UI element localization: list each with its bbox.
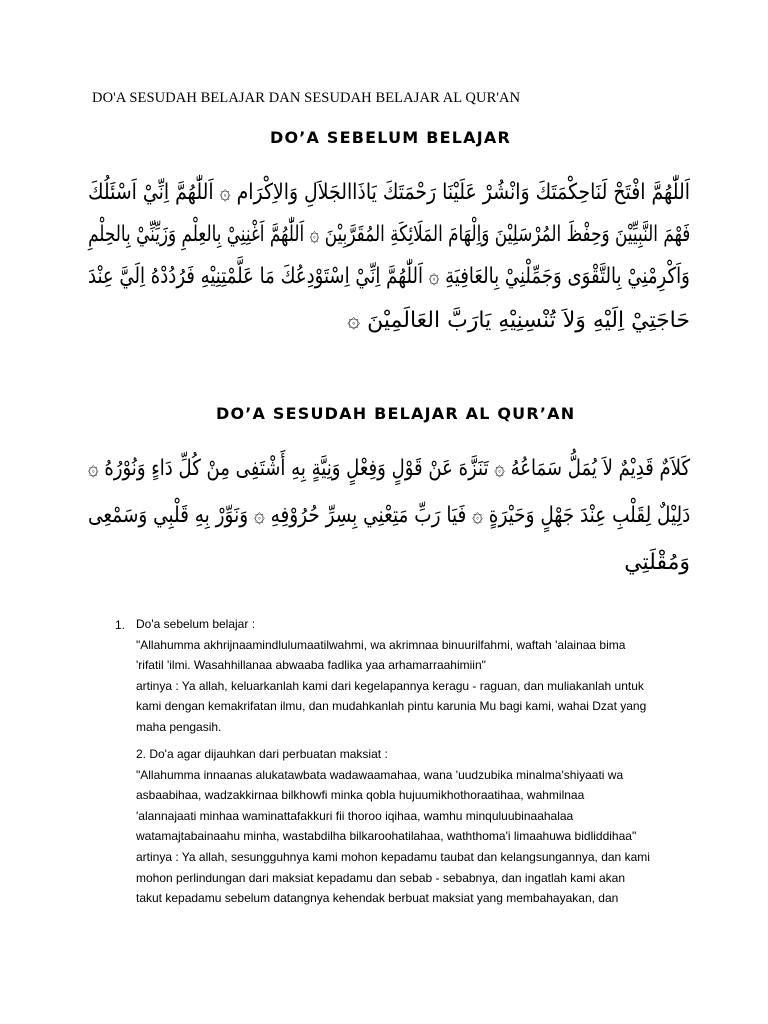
document-title: DO'A SESUDAH BELAJAR DAN SESUDAH BELAJAR AL QUR'AN [92, 90, 521, 106]
arabic-line-text: حَاجَتِيْ اِلَيْهِ وَلاَ تُنْسِنِيْهِ يَارَبَّ العَالَمِيْنَ ۞ [347, 308, 690, 333]
arabic-line-text: وَمُقْلَتِي [624, 550, 690, 575]
body-line: artinya : Ya allah, sesungguhnya kami mohon kepadamu taubat dan kelangsungannya, dan kami [136, 849, 650, 864]
body-line: 'alannajaati minhaa waminattafakkuri fii thoroo iqihaa, wamhu minquluubinaahalaa [136, 808, 574, 823]
body-line: 'rifatil 'ilmi. Wasahhillanaa abwaaba fadlika yaa arhamarraahimiin" [136, 658, 486, 673]
body-line: "Allahumma akhrijnaamindlulumaatilwahmi, wa akrimnaa binuurilfahmi, waftah 'alainaa bima [136, 637, 626, 652]
body-line: mohon perlindungan dari maksiat kepadamu dan sebab - sebabnya, dan ingatlah kami akan [136, 870, 625, 885]
body-line: takut kepadamu sebelum datangnya kehendak berbuat maksiat yang membahayakan, dan [136, 891, 619, 906]
body-line: maha pengasih. [136, 719, 222, 734]
body-line: asbaabihaa, wadzakkirnaa bilkhowfi minka qobla hujuumikhothoraatihaa, wahmilnaa [136, 788, 585, 803]
body-line: artinya : Ya allah, keluarkanlah kami dari kegelapannya keragu - raguan, dan muliakanlah untuk [136, 678, 644, 693]
arabic-line-text: دَلِيْلٌ لِقَلْبِ عِنْدَ جَهْلٍ وَحَيْرَةٍ ۞ فَيَا رَبِّ مَتِعْنِي بِسِرِّ حُرُوْفِهِ ۞ وَنَوِّرْ بِهِ قَلْبِي وَسَمْعِى [87, 503, 690, 528]
arabic-line-text: فَهْمَ النَّبِيِّيْنَ وَحِفْظَ المُرْسَلِيْنَ وَاِلْهَامَ المَلَائِكَةِ المُقَرَّبِيْنَ ۞ اَللّٰهُمَّ اَغْنِنِيْ بِالعِلْمِ وَزَيِّنِّيْ بِالحِلْمِ [87, 222, 690, 247]
arabic-line-text: اَللّٰهُمَّ افْتَحْ لَنَاحِكْمَتَكَ وَانْشُرْ عَلَيْنَا رَحْمَتَكَ يَاذَاالجَلاَلِ وَالاِكْرَام ۞ اَللّٰهُمَّ اِنِّيْ اَسْئَلُكَ [88, 180, 690, 205]
arabic-line-text: وَاَكْرِمْنِيْ بِالتَّقْوَى وَجَمِّلْنِيْ بِالعَافِيَةِ ۞ اَللّٰهُمَّ اِنِّيْ اِسْتَوْدِعُكَ مَا عَلَّمْتِنِيْهِ فَرُدُدْهُ اِلَيَّ عِنْدَ [88, 264, 690, 289]
section-heading-doa-sebelum-belajar: DO’A SEBELUM BELAJAR [270, 128, 511, 147]
section-heading-doa-sesudah-belajar-quran: DO’A SESUDAH BELAJAR AL QUR’AN [216, 404, 576, 423]
list-item-doa-sebelum-belajar [136, 614, 676, 738]
list-item-number: 1. [115, 618, 126, 632]
body-line: 2. Do'a agar dijauhkan dari perbuatan maksiat : [136, 747, 388, 761]
arabic-line-text: كَلاَمٌ قَدِيْمٌ لاَ يُمَلُّ سَمَاعُهُ ۞ تَنَزَّهَ عَنْ قَوْلٍ وَفِعْلٍ وَنِيَّةٍ بِهِ أَشْتَفِى مِنْ كُلِّ دَاءٍ وَنُوْرُهُ ۞ [87, 456, 690, 481]
body-line: watamajtabainaahu minha, wastabdilha bilkaroohatilahaa, waththoma'i limaahuwa bidliddihaa" [136, 829, 637, 844]
list-item-doa-dijauhkan-maksiat [136, 744, 676, 909]
body-line: "Allahumma innaanas alukatawbata wadawaamahaa, wana 'uudzubika minalma'shiyaati wa [136, 767, 624, 782]
body-line: kami dengan kemakrifatan ilmu, dan mudahkanlah pintu karunia Mu bagi kami, wahai Dzat yang [136, 699, 647, 714]
body-line: Do'a sebelum belajar : [136, 617, 256, 631]
